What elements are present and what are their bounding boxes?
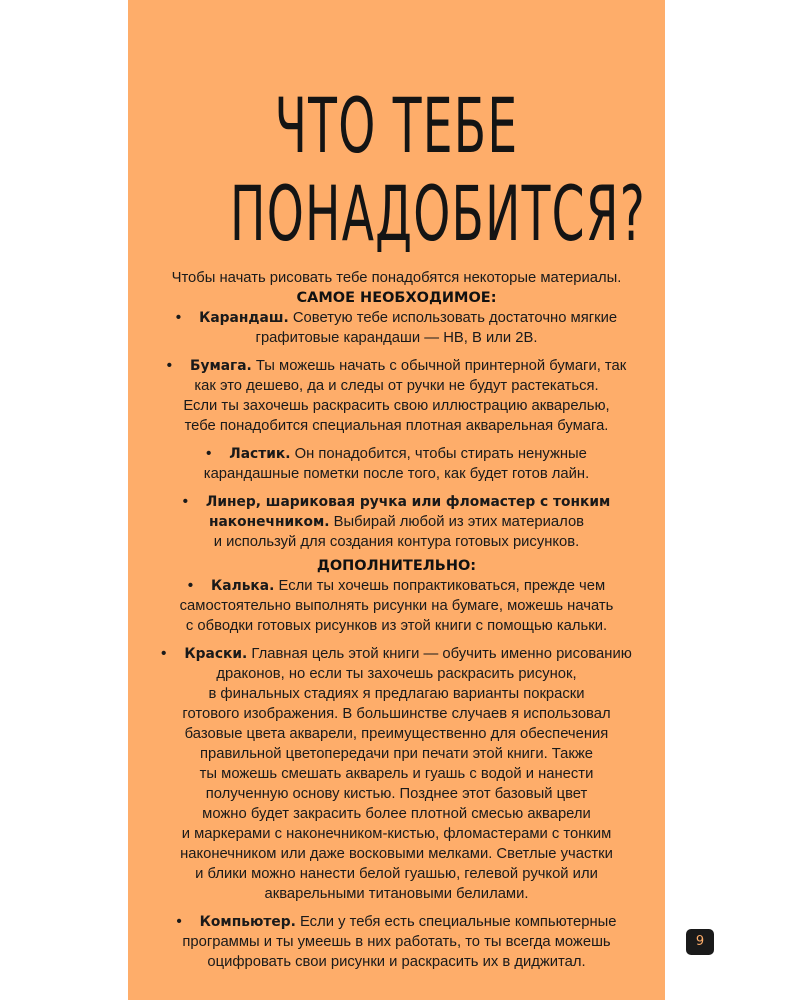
content-body xyxy=(128,268,665,976)
item-line: самостоятельно выполнять рисунки на бумаге, можешь начать xyxy=(179,598,614,614)
item-line xyxy=(128,444,665,464)
page-panel xyxy=(128,0,665,1000)
item-text: Если у тебя есть специальные компьютерные xyxy=(299,914,617,930)
item-line xyxy=(128,576,665,596)
page-number-badge: 9 xyxy=(686,929,714,955)
item-line xyxy=(128,308,665,328)
section-heading-additional: ДОПОЛНИТЕЛЬНО: xyxy=(316,558,477,574)
item-line: оцифровать свои рисунки и раскрасить их в диджитал. xyxy=(207,954,586,970)
bullet: • xyxy=(176,914,182,930)
intro-text: Чтобы начать рисовать тебе понадобятся некоторые материалы. xyxy=(171,270,622,286)
list-item-liner xyxy=(128,492,665,552)
item-line xyxy=(128,912,665,932)
item-line xyxy=(128,492,665,512)
item-term: Калька. xyxy=(211,578,275,594)
item-term: Краски. xyxy=(184,646,248,662)
item-text: Ты можешь начать с обычной принтерной бумаги, так xyxy=(255,358,627,374)
list-item-computer xyxy=(128,912,665,972)
list-item-tracing-paper xyxy=(128,576,665,636)
title-line-1: ЧТО ТЕБЕ xyxy=(274,81,519,170)
item-term: Ластик. xyxy=(229,446,291,462)
item-line xyxy=(128,644,665,664)
item-line: можно будет закрасить более плотной смесью акварели xyxy=(202,806,591,822)
item-line: тебе понадобится специальная плотная акварельная бумага. xyxy=(184,418,609,434)
bullet: • xyxy=(175,310,182,326)
item-line: в финальных стадиях я предлагаю варианты покраски xyxy=(208,686,585,702)
item-line: базовые цвета акварели, преимущественно для обеспечения xyxy=(184,726,609,742)
item-line: и маркерами с наконечником-кистью, фломастерами с тонким xyxy=(181,826,612,842)
item-text: Он понадобится, чтобы стирать ненужные xyxy=(294,446,587,462)
item-line: ты можешь смешать акварель и гуашь с водой и нанести xyxy=(199,766,594,782)
item-line: графитовые карандаши — HB, B или 2B. xyxy=(255,330,538,346)
item-line: полученную основу кистью. Позднее этот базовый цвет xyxy=(205,786,588,802)
section-heading-essential: САМОЕ НЕОБХОДИМОЕ: xyxy=(296,290,497,306)
item-term: Компьютер. xyxy=(199,914,296,930)
list-item-pencil xyxy=(128,308,665,348)
item-line: программы и ты умеешь в них работать, то ты всегда можешь xyxy=(182,934,611,950)
item-line: и используй для создания контура готовых рисунков. xyxy=(213,534,580,550)
title-line-2: ПОНАДОБИТСЯ? xyxy=(230,169,647,258)
item-text: Выбирай любой из этих материалов xyxy=(333,514,585,530)
bullet: • xyxy=(161,646,167,662)
item-line: и блики можно нанести белой гуашью, гелевой ручкой или xyxy=(195,866,598,882)
item-line xyxy=(128,356,665,376)
item-term: Карандаш. xyxy=(199,310,289,326)
additional-list xyxy=(128,576,665,972)
item-line: акварельными титановыми белилами. xyxy=(264,886,529,902)
item-line: карандашные пометки после того, как будет готов лайн. xyxy=(203,466,590,482)
item-line xyxy=(128,512,665,532)
item-line: драконов, но если ты захочешь раскрасить рисунок, xyxy=(216,666,577,682)
item-text: Советую тебе использовать достаточно мягкие xyxy=(292,310,618,326)
item-line: правильной цветопередачи при печати этой книги. Также xyxy=(199,746,594,762)
item-line: с обводки готовых рисунков из этой книги с помощью кальки. xyxy=(185,618,608,634)
essential-list xyxy=(128,308,665,552)
list-item-eraser xyxy=(128,444,665,484)
bullet: • xyxy=(187,578,194,594)
bullet: • xyxy=(166,358,172,374)
list-item-paper xyxy=(128,356,665,436)
page-title xyxy=(230,81,647,258)
item-term: наконечником. xyxy=(208,514,330,530)
item-line: наконечником или даже восковыми мелками. Светлые участки xyxy=(180,846,613,862)
bullet: • xyxy=(206,446,212,462)
item-term: Бумага. xyxy=(189,358,252,374)
item-line: как это дешево, да и следы от ручки не будут растекаться. xyxy=(194,378,599,394)
item-line: Если ты захочешь раскрасить свою иллюстрацию акварелью, xyxy=(183,398,610,414)
item-line: готового изображения. В большинстве случаев я использовал xyxy=(182,706,611,722)
item-term: Линер, шариковая ручка или фломастер с тонким xyxy=(205,494,611,510)
bullet: • xyxy=(182,494,188,510)
list-item-paints xyxy=(128,644,665,904)
item-text: Если ты хочешь попрактиковаться, прежде чем xyxy=(278,578,606,594)
item-text: Главная цель этой книги — обучить именно рисованию xyxy=(251,646,632,662)
